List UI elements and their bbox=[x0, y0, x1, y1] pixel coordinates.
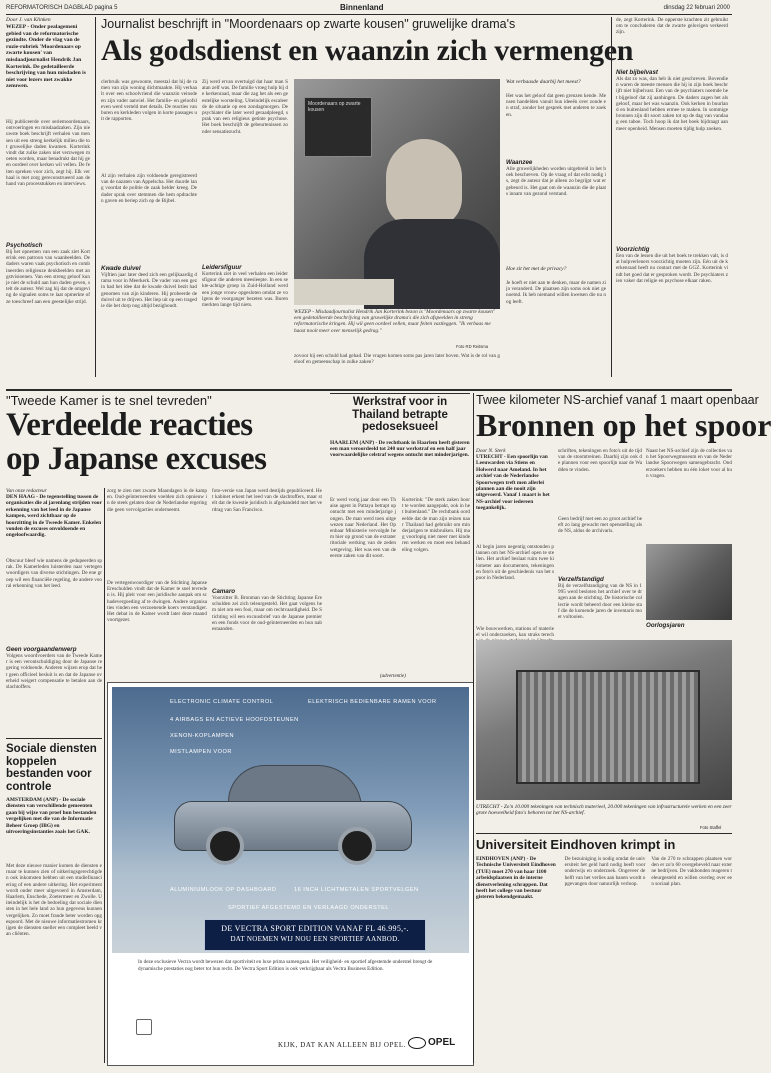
advert-banner-line-1: DE VECTRA SPORT EDITION VANAF FL 46.995,-. bbox=[221, 924, 409, 933]
advert-banner bbox=[204, 919, 426, 951]
top-col-rule-2 bbox=[611, 17, 612, 377]
japan-headline-1: Verdeelde reacties bbox=[6, 407, 253, 443]
japan-body-4: De vertegenwoordiger van de Stichting Japanse Ereschulden vindt dat de Kamer te snel tevreden is. Hij pleit voor een juridische aanpak om schadevergoeding af te dwingen. Andere organisaties vinden een verzoenende koers verstandiger. Het debat in de Kamer wordt later deze maand voortgezet. bbox=[107, 580, 207, 624]
book-cover-title: Moordenaars op zwarte kousen bbox=[308, 101, 361, 113]
subhead-verzelfstandigd: Verzelfstandigd bbox=[558, 576, 604, 583]
top-photo-credit: Foto RD Reitsma bbox=[456, 344, 489, 349]
university-dateline: EINDHOVEN (ANP) - De Technische Universiteit Eindhoven (TUE) moet 270 van haar 1100 arbeidsplaatsen in de interne dienstverlening schrappen. Dat heeft het college van bestuur gisteren bekendgemaakt. bbox=[476, 856, 556, 901]
thailand-dateline: HAARLEM (ANP) - De rechtbank in Haarlem heeft gisteren een man veroordeeld tot 240 uur werkstraf en een half jaar voorwaardelijke celstraf wegens ontucht met minderjarigen. bbox=[330, 439, 470, 459]
top-headline: Als godsdienst en waanzin zich vermengen bbox=[101, 34, 634, 67]
social-dateline: AMSTERDAM (ANP) - De sociale diensten van verschillende gemeenten gaan bij wijze van proef hun bestanden vergelijken met die van de Informatie Beheer Groep (IBG) en uitvoeringsinstanties zoals het GAK. bbox=[6, 797, 97, 836]
thailand-body-1: Er werd vorig jaar door een Thaise agent in Pattaya betrapt op ontucht met een minderjarige jongen. De man werd toen uitgewezen naar Nederland. Het Openbaar Ministerie vervolgde hem hier op grond van de extraterritoriale werking van de zedenwetgeving. Het was een van de eerste zaken van dit soort. bbox=[330, 497, 396, 559]
advert-feature-2: ELEKTRISCH BEDIENBARE RAMEN VOOR bbox=[308, 699, 437, 705]
top-intro-column bbox=[6, 17, 90, 377]
top-body-1: Hij publiceerde over seriemoordenaars, ontvoeringen en misdaadzaken. Zijn nieuwste boek beschrijft verhalen van mensen uit een streng kerkelijk milieu die tot gruwelijke daden kwamen. Korterink vindt dat zulke zaken niet verzwegen moeten worden, maar benadrukt dat hij geen oordeel over kerken wil vellen. De feiten spreken voor zich, zegt hij. Elk verhaal is met zorg gereconstrueerd aan de hand van processtukken en interviews. bbox=[6, 119, 90, 188]
top-body-11: Je hoeft er niet aan te denken, maar de namen zijn veranderd. De plaatsen zijn soms ook niet genoemd. Ik heb niemand willen kwetsen die nu nog leeft. bbox=[506, 280, 606, 305]
subhead-waanzee: Waanzee bbox=[506, 159, 533, 166]
social-rule bbox=[6, 738, 102, 739]
university-story bbox=[476, 833, 732, 966]
subhead-voorzichtig: Voorzichtig bbox=[616, 246, 650, 253]
subhead-kwade-duivel: Kwade duivel bbox=[101, 265, 141, 272]
masthead-section: REFORMATORISCH DAGBLAD pagina 5 bbox=[6, 5, 118, 11]
thailand-rule bbox=[330, 393, 470, 394]
top-body-9: Het was het geloof dat geen grenzen kende. Mensen handelden vanuit hun ideeën over zonde en straf, zonder het gesprek met anderen te zoeken. bbox=[506, 93, 606, 118]
top-quote: Wat verbaasde daarbij het meest? bbox=[506, 79, 581, 85]
advert-body: In deze exclusieve Vectra wordt bewezen dat sportiviteit en luxe prima samengaan. Het veiligheid- en sportief afgestemde onderstel brengt de dynamische prestaties nog beter tot hun recht. De Vectra Sport Edition is ook verkrijgbaar als Vectra Business Edition. bbox=[138, 959, 433, 972]
book-cover bbox=[304, 97, 372, 157]
subhead-camaro: Camaro bbox=[212, 588, 236, 595]
col-sep-1 bbox=[104, 488, 105, 1063]
bronnen-body-2: Wie bouwwerken, stations of materieel wil onderzoeken, kan straks terech bbox=[476, 626, 554, 639]
bronnen-body-1: Al begin jaren negentig ontstonden plannen om het NS-archief open te stellen. Het archief beslaat ruim twee kilometer aan documenten, tekeningen en foto's uit de geschiedenis van het spoor in Nederland. bbox=[476, 544, 555, 582]
social-headline: Sociale diensten koppelen bestanden voor controle bbox=[6, 743, 97, 793]
advert-feature-4: XENON-KOPLAMPEN bbox=[170, 733, 235, 739]
japan-body-6: Voorzitter B. Bronman van de Stichting Japanse Ereschulden zei zich teleurgesteld. Het gaat volgens hem niet om een fooi, maar om rechtvaardigheid. De Stichting wil een excuusbrief van de Japanse premier en een fonds voor de oud-geïnterneerden en hun nabestaanden. bbox=[212, 595, 322, 633]
car-wheel-front bbox=[338, 827, 376, 865]
bronnen-lead: UTRECHT - Een spoorlijn van Leeuwarden via Stiens en Holwerd naar Ameland. In het archief van de Nederlandse Spoorwegen treft men allerlei plannen aan die nooit zijn uitgevoerd. Vanaf 1 maart is het NS-archief voor iedereen toegankelijk. bbox=[476, 454, 550, 512]
top-lead: WEZEP - Onder pealagemeni gebied van de reformatorische gezindte. Onder de vlag van de ruzie-rubriek 'Moordenaars op zwarte kousen' van misdaadjournalist Hendrik Jan Korterink. De gedetailleerde beschrijving van hun misdaden is niet voor lezers met zwakke zenuwen. bbox=[6, 24, 86, 90]
japan-body-5: foto-versie van Japan werd destijds gepubliceerd. Het kabinet erkent het leed van de slachtoffers, maar stelt dat de kwestie juridisch is afgehandeld met het verdrag van San Francisco. bbox=[212, 488, 322, 513]
advert-photo bbox=[112, 687, 469, 953]
top-byline: Door J. van Klinken bbox=[6, 17, 51, 23]
opel-advert[interactable] bbox=[107, 682, 474, 1066]
subhead-geen-voorgaandenwerp: Geen voorgaandenwerp bbox=[6, 646, 77, 653]
advert-feature-6: ALUMINIUMLOOK OP DASHBOARD bbox=[170, 887, 277, 893]
masthead-rule bbox=[6, 14, 732, 15]
japan-story bbox=[6, 393, 326, 483]
advert-label: (advertentie) bbox=[380, 674, 406, 679]
japan-kicker: "Tweede Kamer is te snel tevreden" bbox=[6, 393, 212, 408]
masthead-title: Binnenland bbox=[340, 3, 384, 12]
university-headline: Universiteit Eindhoven krimpt in bbox=[476, 837, 676, 852]
top-body-5: Vijftien jaar later deed zich een gelijkaardig drama voor in Meerkerk. De vader van een gezin had het idee dat de kwade duivel bezit had genomen van zijn kinderen. Hij probeerde de duivel uit te drijven. Het liep uit op een tragedie die het dorp nog altijd bezighoudt. bbox=[101, 272, 197, 310]
thailand-body-2: Korterink: "De sterk zaken hoort te worden aangepakt, ook in het buitenland." De rechtbank oordeelde dat de man zijn reizen naar Thailand had gebruikt om minderjarigen te misbruiken. Hij mag voorlopig niet meer met kinderen werken en moet een behandeling volgen. bbox=[402, 497, 470, 553]
university-rule bbox=[476, 833, 732, 834]
top-col-rule bbox=[95, 17, 96, 377]
subhead-oorlogsjaren: Oorlogsjaren bbox=[646, 622, 685, 629]
japan-body-1: Obscuur bleef wie namens de gedupeerden sprak. De Kamerleden luisterden naar vertegenwoordigers van diverse stichtingen. De ene groep wil een financiële regeling, de andere vooral erkenning van het leed. bbox=[6, 558, 102, 589]
desk bbox=[294, 279, 394, 305]
advert-logo-small bbox=[136, 1019, 152, 1035]
advert-feature-7: 16 INCH LICHTMETALEN SPORTVELGEN bbox=[294, 887, 419, 893]
advert-feature-3: 4 AIRBAGS EN ACTIEVE HOOFDSTEUNEN bbox=[170, 717, 299, 723]
bronnen-headline: Bronnen op het spoor bbox=[476, 407, 771, 443]
bronnen-story bbox=[476, 393, 771, 443]
bronnen-photo-credit: Foto Staffel bbox=[700, 825, 722, 830]
university-body-2: Van de 270 te schrappen plaatsen worden er zo'n 60 overgeheveld naar externe bedrijven. De vakbonden reageren teleurgesteld en willen overleg over een sociaal plan. bbox=[651, 856, 732, 887]
top-body-8: zovoor hij een schuld had gehad. Die vragen komen soms pas jaren later boven. Wat is de rol van geloof en gemeenschap in zulke zaken? bbox=[294, 353, 500, 366]
top-body-13: Als dat zo was, dan heb ik niet geschreven. Bovendien waren de meeste mensen die hij in zijn boek beschrijft niet bijbelvast. Een van de psychiaters noemde het bijgeloof dat zij aanhingen. De daders zagen het als geloof, maar het was waanzin. Ook kerken in buurland en buitenland hebben ermee te maken. In sommige bronnen zijn dit soort zaken tot op de dag van vandaag een taboe. Toch hoop ik dat het boek bijdraagt aan meer openheid. Mensen moeten tijdig hulp zoeken. bbox=[616, 76, 728, 132]
top-body-7: Korterink ziet in veel verhalen een leidersfiguur die anderen meesleepte. In een sekte-achtige groep in Zuid-Holland werd een jonge vrouw opgesloten omdat ze volgens de voorganger bezeten was. Buren merkten lange tijd niets. bbox=[202, 271, 288, 309]
advert-feature-8: SPORTIEF AFGESTEMD EN VERLAAGD ONDERSTEL bbox=[228, 905, 390, 911]
bronnen-body-3: schriften, tekeningen en foto's uit de tijd van de stoomtreinen. Daarbij zijn ook de plannen voor een spoorlijn naar de Wadden te vinden. bbox=[558, 448, 642, 473]
subhead-psychotisch: Psychotisch bbox=[6, 242, 43, 249]
subhead-leidersfiguur: Leidersfiguur bbox=[202, 264, 242, 271]
opel-logo-icon bbox=[408, 1037, 426, 1049]
japan-byline: Van onze redacteur bbox=[6, 488, 47, 494]
advert-banner-line-2: DAT NOEMEN WIJ NOU EEN SPORTIEF AANBOD. bbox=[230, 935, 400, 943]
bronnen-photo bbox=[476, 640, 732, 800]
top-body-4: Al zijn verhalen zijn voldoende geregistreerd van de nazaten van Appelscha. Het duurde lang voordat de politie de zaak helder kreeg. De dader sprak over stemmen die hem opdrachten gaven en beriep zich op de Bijbel. bbox=[101, 173, 197, 204]
subhead-niet-bijbelvast: Niet bijbelvast bbox=[616, 69, 658, 76]
car-wheel-rear bbox=[206, 827, 244, 865]
advert-feature-5: MISTLAMPEN VOOR bbox=[170, 749, 232, 755]
advert-brand: OPEL bbox=[428, 1037, 456, 1048]
bronnen-kicker: Twee kilometer NS-archief vanaf 1 maart openbaar bbox=[476, 393, 759, 407]
top-body-10: Alle gruwelijkheden worden uitgebreid in het boek beschreven. Op de vraag of dat echt nodig is, zegt de auteur dat je alleen zo begrijpt wat er gebeurd is. Het gaat om de waanzin die de plaats innam van gezond verstand. bbox=[506, 166, 606, 197]
japan-body-2: Volgens woordvoerders van de Tweede Kamer is een verontschuldiging door de Japanse regering voldoende. Anderen wijzen erop dat het geen officieel besluit is en dat de Japanse overheid weigert compensatie te betalen aan de slachtoffers. bbox=[6, 653, 102, 691]
top-caption: WEZEP - Misdaadjournalist Hendrik Jan Korterink bezon is "Moordenaars op zwarte kousen" een gedetailleerde beschrijving van gruwelijke drama's die zich afspeelden in streng reformatorische kringen. Hij wil geen oordeel vellen, maar feiten vastleggen. "Ik verbaas me haast nooit meer over menselijk gedrag." bbox=[294, 309, 496, 334]
social-story bbox=[6, 738, 102, 1073]
bronnen-byline: Door N. Sterk bbox=[476, 448, 506, 454]
person-head bbox=[386, 139, 462, 227]
social-body: Met deze nieuwe manier komen de diensten ernaar te kunnen zien of uitkeringsgerechtigden ook inkomsten hebben uit een studiefinanciering of een andere uitkering. Het experiment wordt onder meer uitgevoerd in Amsterdam, Haarlem, Enschede, Zoetermeer en Zwolle. Uiteindelijk is het de bedoeling dat sociale diensten in het hele land zo hun gegevens kunnen vergelijken. Zo moet fraude beter worden opgespoord. Met de nieuwe informatiestromen krijgen de diensten sneller een compleet beeld van cliënten. bbox=[6, 863, 102, 938]
thailand-headline: Werkstraf voor in Thailand betrapte pedoseksueel bbox=[352, 396, 448, 433]
top-body-2: Bij het opnemen van een zaak ziet Korterink een patroon van waanbeelden. De daders waren vaak psychotisch en combineerden religieuze denkbeelden met angstvisioenen. Van een streng geloof kun je niet de schuld aan hun daden geven, stelt de auteur. Wel zag hij dat de omgeving de signalen soms te laat opmerkte of ze toeschreef aan een geestelijke strijd. bbox=[6, 249, 90, 305]
top-story bbox=[6, 17, 732, 387]
japan-lead: DEN HAAG - De tegenstelling tussen de organisaties die al jarenlang strijden voor erkenning van het leed in de Japanse kampen, werd zichtbaar op de hoorzitting in de Tweede Kamer. Enkelen vonden de excuses onvoldoende en ongeloofwaardig. bbox=[6, 494, 102, 539]
bronnen-body-4: Geen bedrijf met een zo groot archief heeft zo lang gewacht met openstelling als de NS, aldus de archivaris. bbox=[558, 516, 642, 535]
advert-feature-1: ELECTRONIC CLIMATE CONTROL bbox=[170, 699, 274, 705]
top-quote-2: Hoe zit het met de privacy? bbox=[506, 266, 567, 272]
advert-slogan: KIJK, DAT KAN ALLEEN BIJ OPEL. bbox=[278, 1041, 407, 1049]
masthead-date: dinsdag 22 februari 2000 bbox=[663, 5, 730, 11]
col-sep-2 bbox=[473, 393, 474, 1063]
top-body-6: Zij werd ervan overtuigd dat haar man Satan zelf was. De familie vroeg hulp bij de kerkenraad, maar die zag het als een geestelijke worsteling. Uiteindelijk escaleerde de situatie op een zondagmorgen. De psychiater die later werd geraadpleegd, sprak van een religieus getinte psychose. Het boek beschrijft de gebeurtenissen zonder sensatiezucht. bbox=[202, 79, 288, 135]
japan-headline-2: op Japanse excuses bbox=[6, 441, 267, 477]
top-kicker: Journalist beschrijft in "Moordenaars op zwarte kousen" gruwelijke drama's bbox=[101, 17, 516, 31]
top-body-14: Een van de lessen die uit het boek te trekken valt, is dat hulpverleners voorzichtig moeten zijn. Eén uit de kerkenraad heeft nu contact met de GGZ. Korterink vindt het goed dat er gesproken wordt. De psychiaters zien vaker dat religie en psychose elkaar raken. bbox=[616, 253, 728, 284]
thailand-story bbox=[330, 393, 470, 653]
bronnen-caption: UTRECHT - Zo'n 10.000 tekeningen van technisch materieel, 20.000 tekeningen van infrastructurele werken en een zeer grote hoeveelheid foto's behoren tot het NS-archief. bbox=[476, 804, 732, 817]
university-body-1: De bezuiniging is nodig omdat de universiteit het geld hard nodig heeft voor onderwijs en onderzoek. Ongeveer de helft van het verlies aan banen wordt opgevangen door natuurlijk verloop. bbox=[564, 856, 646, 887]
top-body-12: de, zegt Korterink. De opperste krachten zit gebruikt om te concluderen dat de zwarte gelovigen verkeerd zijn. bbox=[616, 17, 728, 36]
japan-body-3: zorg te zien met zwarte Maandagen in de kampen. Oud-geïnterneerden voelden zich opnieuw in de steek gelaten door de Nederlandse regering die geen vervolgacties onderneemt. bbox=[107, 488, 207, 513]
top-body-3: clerbruik was gewoonte, meestal dat hij de ramen van zijn woning dichtmaakte. Hij verhaalt over een schoolvriend die waanzin veinsde en zijn vader aanviel. Het familie- en geloofsleven werd verteld met details. De reacties van buren en kerkleden volgen in korte passages uit de rapporten. bbox=[101, 79, 197, 123]
bronnen-photo-right bbox=[646, 544, 732, 620]
locomotive-shape bbox=[516, 670, 700, 784]
bronnen-body-5: Bij de verzelfstandiging van de NS in 1995 werd besloten het archief over te dragen aan de stichting. De historische collectie wordt beheerd door een kleine staf die de komende jaren de inventaris moet voltooien. bbox=[558, 583, 642, 621]
bronnen-body-6: Naast het NS-archief zijn de collecties van het Spoorwegmuseum en van de Nederlandse Spoorwegen samengebracht. Onderzoekers hebben nu één loket voor al hun vragen. bbox=[646, 448, 732, 479]
mid-rule bbox=[6, 389, 732, 391]
top-photo bbox=[294, 79, 500, 305]
